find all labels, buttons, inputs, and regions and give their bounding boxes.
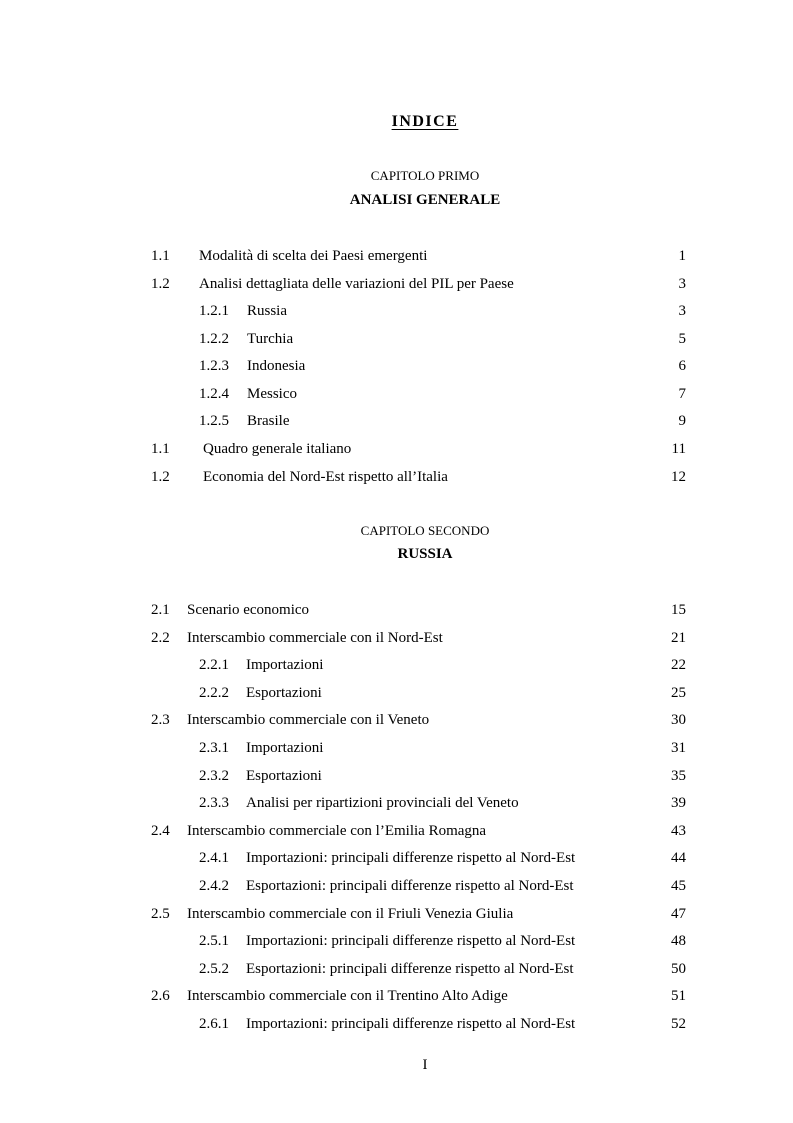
toc-entry-page: 15 <box>671 602 686 618</box>
toc-entry-text: Importazioni: principali differenze rispetto al Nord-Est <box>246 850 576 866</box>
toc-entry[interactable] <box>0 245 793 267</box>
toc-entry[interactable] <box>0 466 793 488</box>
toc-entry[interactable] <box>0 709 793 731</box>
toc-entry[interactable] <box>0 599 793 621</box>
chapter-name: ANALISI GENERALE <box>349 192 501 208</box>
toc-entry-text: Importazioni <box>246 657 324 673</box>
toc-entry-text: Quadro generale italiano <box>203 441 352 457</box>
toc-entry-text: Russia <box>247 303 288 319</box>
toc-entry-page: 39 <box>671 795 686 811</box>
toc-entry-page: 31 <box>671 740 686 756</box>
toc-entry-text: Indonesia <box>247 358 306 374</box>
toc-entry-text: Interscambio commerciale con l’Emilia Romagna <box>187 823 487 839</box>
toc-entry-number: 1.2.3 <box>199 358 229 374</box>
toc-entry-number: 2.3.1 <box>199 740 229 756</box>
toc-entry-page: 30 <box>671 712 686 728</box>
toc-entry-text: Analisi dettagliata delle variazioni del PIL per Paese <box>199 276 514 292</box>
toc-entry-page: 11 <box>671 441 686 457</box>
toc-entry-page: 35 <box>671 768 686 784</box>
chapter-label: CAPITOLO PRIMO <box>370 168 480 183</box>
toc-entry-text: Importazioni: principali differenze rispetto al Nord-Est <box>246 933 576 949</box>
toc-entry-number: 2.2 <box>151 630 170 646</box>
toc-entry-page: 48 <box>671 933 686 949</box>
chapter-label: CAPITOLO SECONDO <box>360 523 490 538</box>
toc-entry[interactable] <box>0 875 793 897</box>
toc-entry-page: 22 <box>671 657 686 673</box>
toc-entry-text: Esportazioni: principali differenze rispetto al Nord-Est <box>246 961 574 977</box>
toc-entry[interactable] <box>0 765 793 787</box>
toc-entry-number: 2.6.1 <box>199 1016 229 1032</box>
toc-entry-text: Esportazioni <box>246 685 322 701</box>
toc-entry-text: Turchia <box>247 331 294 347</box>
toc-entry-text: Interscambio commerciale con il Veneto <box>187 712 430 728</box>
toc-entry[interactable] <box>0 682 793 704</box>
toc-entry-text: Economia del Nord-Est rispetto all’Italia <box>203 469 448 485</box>
toc-entry-number: 2.4.2 <box>199 878 229 894</box>
toc-entry[interactable] <box>0 438 793 460</box>
toc-entry-page: 9 <box>678 413 686 429</box>
toc-entry-page: 6 <box>678 358 686 374</box>
toc-entry-text: Interscambio commerciale con il Trentino Alto Adige <box>187 988 508 1004</box>
toc-entry-number: 2.3 <box>151 712 170 728</box>
toc-entry-page: 7 <box>678 386 686 402</box>
chapter-name: RUSSIA <box>397 546 453 562</box>
toc-entry[interactable] <box>0 1013 793 1035</box>
toc-entry-number: 1.1 <box>151 248 170 264</box>
toc-entry[interactable] <box>0 355 793 377</box>
toc-entry-page: 44 <box>671 850 686 866</box>
toc-entry-number: 2.4 <box>151 823 170 839</box>
page-number-footer: I <box>422 1057 428 1073</box>
toc-entry-number: 1.2 <box>151 276 170 292</box>
toc-entry-page: 45 <box>671 878 686 894</box>
toc-entry-text: Importazioni <box>246 740 324 756</box>
toc-entry[interactable] <box>0 930 793 952</box>
page-title: INDICE <box>391 113 459 130</box>
toc-entry[interactable] <box>0 903 793 925</box>
toc-entry-number: 2.6 <box>151 988 170 1004</box>
toc-entry[interactable] <box>0 792 793 814</box>
toc-entry-number: 2.5.2 <box>199 961 229 977</box>
toc-entry-page: 43 <box>671 823 686 839</box>
toc-entry-number: 2.3.3 <box>199 795 229 811</box>
toc-entry[interactable] <box>0 985 793 1007</box>
toc-entry[interactable] <box>0 737 793 759</box>
toc-entry-number: 2.2.1 <box>199 657 229 673</box>
toc-entry-page: 5 <box>678 331 686 347</box>
toc-entry[interactable] <box>0 273 793 295</box>
toc-entry[interactable] <box>0 627 793 649</box>
toc-entry[interactable] <box>0 820 793 842</box>
toc-entry-number: 2.1 <box>151 602 170 618</box>
toc-entry-text: Esportazioni <box>246 768 322 784</box>
toc-entry[interactable] <box>0 410 793 432</box>
toc-entry-page: 25 <box>671 685 686 701</box>
toc-entry-number: 2.5.1 <box>199 933 229 949</box>
toc-entry[interactable] <box>0 383 793 405</box>
toc-entry-page: 52 <box>671 1016 686 1032</box>
toc-entry-number: 2.4.1 <box>199 850 229 866</box>
toc-entry-number: 2.3.2 <box>199 768 229 784</box>
toc-entry[interactable] <box>0 958 793 980</box>
toc-entry-page: 1 <box>678 248 686 264</box>
toc-entry[interactable] <box>0 654 793 676</box>
toc-entry[interactable] <box>0 328 793 350</box>
toc-entry-text: Esportazioni: principali differenze rispetto al Nord-Est <box>246 878 574 894</box>
toc-entry-page: 3 <box>678 303 686 319</box>
toc-entry-page: 50 <box>671 961 686 977</box>
toc-entry-text: Interscambio commerciale con il Friuli Venezia Giulia <box>187 906 514 922</box>
toc-entry-text: Messico <box>247 386 297 402</box>
toc-entry-number: 1.2.1 <box>199 303 229 319</box>
toc-entry-number: 1.1 <box>151 441 170 457</box>
toc-entry-text: Importazioni: principali differenze rispetto al Nord-Est <box>246 1016 576 1032</box>
toc-entry-page: 21 <box>671 630 686 646</box>
toc-entry-page: 51 <box>671 988 686 1004</box>
toc-entry-page: 47 <box>671 906 686 922</box>
toc-entry-text: Brasile <box>247 413 290 429</box>
toc-entry-page: 3 <box>678 276 686 292</box>
toc-entry-number: 1.2.5 <box>199 413 229 429</box>
toc-entry-page: 12 <box>671 469 686 485</box>
toc-entry-number: 2.2.2 <box>199 685 229 701</box>
toc-entry-text: Interscambio commerciale con il Nord-Est <box>187 630 443 646</box>
toc-entry-text: Analisi per ripartizioni provinciali del Veneto <box>246 795 519 811</box>
toc-entry-number: 2.5 <box>151 906 170 922</box>
toc-entry-text: Scenario economico <box>187 602 310 618</box>
toc-entry-number: 1.2.2 <box>199 331 229 347</box>
toc-entry[interactable] <box>0 847 793 869</box>
toc-entry-text: Modalità di scelta dei Paesi emergenti <box>199 248 428 264</box>
toc-entry[interactable] <box>0 300 793 322</box>
toc-entry-number: 1.2 <box>151 469 170 485</box>
toc-entry-number: 1.2.4 <box>199 386 229 402</box>
